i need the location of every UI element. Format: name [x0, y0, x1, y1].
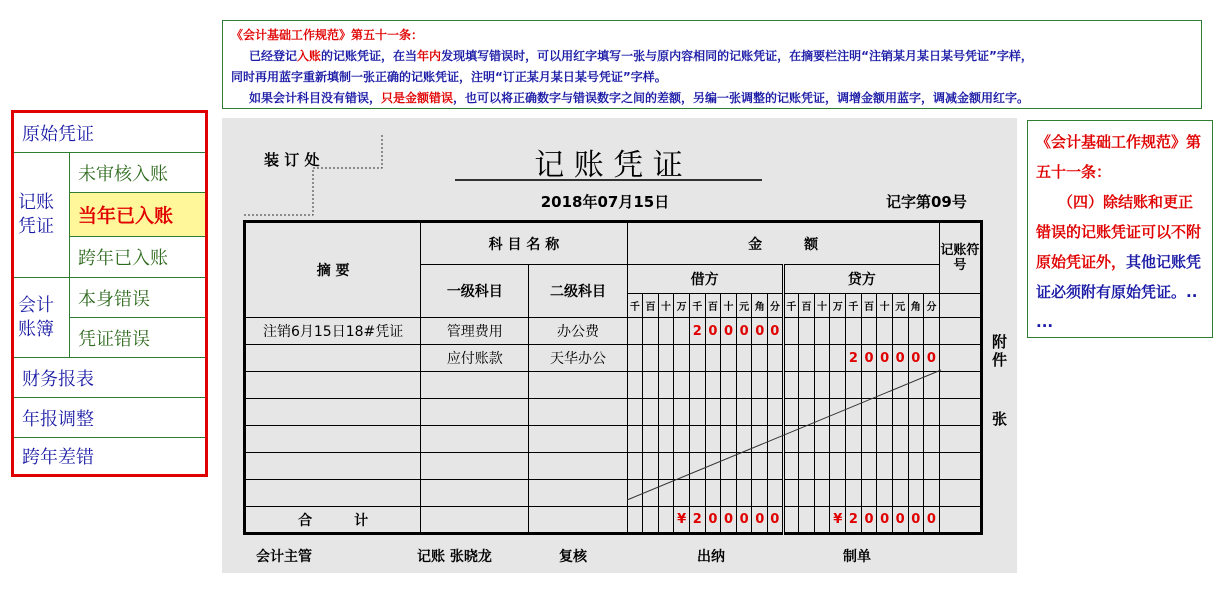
level1-cell: 管理费用	[421, 318, 529, 345]
total-label: 合 计	[245, 507, 421, 534]
debit-digit	[721, 480, 737, 507]
notice-text: 已经登记	[249, 49, 298, 63]
total-debit-digit	[627, 507, 643, 534]
level2-cell	[529, 453, 627, 480]
table-row	[245, 345, 982, 372]
credit-digit	[861, 399, 877, 426]
notice-text: ，也可以将正确数字与错误数字之间的差额，另编一张调整的记账凭证，调增金额用蓝字，调减金额用红字。	[453, 91, 1030, 105]
table-row	[245, 453, 982, 480]
mark-cell	[939, 426, 981, 453]
notice-text: 的记账凭证，在当	[321, 49, 418, 63]
credit-digit	[924, 399, 940, 426]
credit-digit	[799, 399, 815, 426]
total-debit-digit: ¥	[674, 507, 690, 534]
debit-digit	[752, 480, 768, 507]
credit-digit	[861, 480, 877, 507]
credit-digit	[846, 399, 862, 426]
credit-digit	[877, 480, 893, 507]
debit-digit	[768, 453, 784, 480]
notice-highlight: 入账	[297, 49, 322, 63]
debit-digit	[752, 399, 768, 426]
debit-digit	[705, 399, 721, 426]
level2-cell	[529, 507, 627, 534]
debit-digit	[643, 372, 659, 399]
credit-digit	[908, 399, 924, 426]
summary-cell: 注销6月15日18#凭证	[245, 318, 421, 345]
debit-digit	[658, 480, 674, 507]
debit-digit	[643, 480, 659, 507]
header-credit: 贷方	[783, 265, 939, 294]
debit-digit	[705, 345, 721, 372]
header-account: 科 目 名 称	[421, 222, 627, 265]
debit-digit	[736, 399, 752, 426]
credit-digit	[892, 426, 908, 453]
credit-digit	[908, 318, 924, 345]
debit-digit	[689, 345, 705, 372]
debit-digit: 0	[768, 318, 784, 345]
credit-digit	[783, 426, 799, 453]
debit-digit	[736, 426, 752, 453]
credit-digit	[799, 480, 815, 507]
credit-digit	[892, 453, 908, 480]
credit-digit	[783, 399, 799, 426]
credit-digit	[814, 480, 830, 507]
total-credit-digit: 2	[846, 507, 862, 534]
debit-digit	[658, 372, 674, 399]
digit-unit-label: 千	[846, 294, 862, 318]
rule-title: 《会计基础工作规范》第五十一条：	[1036, 133, 1202, 181]
sign-bookkeeper: 记账 张晓龙	[417, 549, 492, 565]
debit-digit	[674, 426, 690, 453]
debit-digit	[689, 480, 705, 507]
level2-cell: 办公费	[529, 318, 627, 345]
credit-digit	[877, 372, 893, 399]
digit-unit-label: 十	[721, 294, 737, 318]
group-label: 记账凭证	[18, 192, 54, 237]
header-amount: 金 额	[627, 222, 939, 265]
credit-digit	[924, 480, 940, 507]
credit-digit	[861, 372, 877, 399]
debit-digit	[768, 426, 784, 453]
credit-digit: 0	[892, 345, 908, 372]
digit-unit-label: 分	[924, 294, 940, 318]
credit-digit	[846, 480, 862, 507]
credit-digit	[924, 372, 940, 399]
credit-digit: 2	[846, 345, 862, 372]
notice-text: 同时再用蓝字重新填制一张正确的记账凭证，注明“订正某月某日某号凭证”字样。	[231, 70, 667, 84]
debit-digit	[705, 453, 721, 480]
total-debit-digit	[658, 507, 674, 534]
attachment-label: 附件	[992, 333, 1008, 369]
credit-digit	[814, 345, 830, 372]
debit-digit	[627, 399, 643, 426]
debit-digit	[768, 399, 784, 426]
table-row	[245, 480, 982, 507]
credit-digit	[830, 372, 846, 399]
debit-digit	[752, 372, 768, 399]
level2-cell	[529, 372, 627, 399]
voucher-number: 记字第09号	[886, 193, 967, 211]
credit-digit	[892, 399, 908, 426]
debit-digit	[705, 480, 721, 507]
credit-digit	[846, 453, 862, 480]
total-credit-digit: 0	[892, 507, 908, 534]
debit-digit: 2	[689, 318, 705, 345]
level2-cell	[529, 426, 627, 453]
group-label: 会计账簿	[18, 294, 54, 340]
binding-dashed-line	[243, 135, 382, 215]
credit-digit	[783, 345, 799, 372]
rule-red-text: （四）除结账和更正错误的记账凭证可以不附原始凭证外，	[1036, 193, 1202, 271]
digit-unit-label: 千	[689, 294, 705, 318]
nav-cross-year[interactable]: 跨年已入账	[70, 237, 205, 278]
debit-digit	[721, 426, 737, 453]
credit-digit	[877, 453, 893, 480]
debit-digit	[736, 345, 752, 372]
credit-digit	[877, 318, 893, 345]
level1-cell	[421, 399, 529, 426]
credit-digit	[924, 318, 940, 345]
total-debit-digit: 0	[721, 507, 737, 534]
debit-digit	[721, 372, 737, 399]
debit-digit	[721, 453, 737, 480]
debit-digit	[627, 426, 643, 453]
voucher-title: 记 账 凭 证	[534, 148, 683, 183]
level1-cell: 应付账款	[421, 345, 529, 372]
debit-digit	[705, 372, 721, 399]
credit-digit	[814, 453, 830, 480]
debit-digit	[705, 426, 721, 453]
credit-digit	[814, 399, 830, 426]
mark-cell	[939, 399, 981, 426]
digit-unit-label: 元	[892, 294, 908, 318]
notice-title: 《会计基础工作规范》第五十一条：	[231, 28, 424, 42]
digit-unit-label: 十	[814, 294, 830, 318]
header-mark: 记账符号	[939, 222, 981, 294]
debit-digit	[752, 345, 768, 372]
debit-digit: 0	[752, 318, 768, 345]
digit-unit-label: 百	[861, 294, 877, 318]
credit-digit	[830, 345, 846, 372]
credit-digit	[830, 453, 846, 480]
digit-unit-label: 十	[877, 294, 893, 318]
total-credit-digit: 0	[924, 507, 940, 534]
credit-digit	[908, 480, 924, 507]
level1-cell	[421, 480, 529, 507]
credit-digit	[814, 426, 830, 453]
debit-digit: 0	[705, 318, 721, 345]
credit-digit	[861, 318, 877, 345]
debit-digit	[721, 399, 737, 426]
notice-highlight: 只是金额错误	[381, 91, 454, 105]
debit-digit	[643, 399, 659, 426]
debit-digit	[689, 453, 705, 480]
debit-digit	[627, 372, 643, 399]
total-debit-digit: 0	[736, 507, 752, 534]
nav-current-year-active[interactable]: 当年已入账	[70, 193, 205, 237]
notice-highlight: 年内	[417, 49, 442, 63]
debit-digit	[674, 318, 690, 345]
digit-unit-label: 千	[783, 294, 799, 318]
table-row	[245, 318, 982, 345]
rule-blue-text: 其他记账凭证必须附有原始凭证。.. ...	[1036, 253, 1202, 331]
debit-digit	[658, 453, 674, 480]
notice-text: 如果会计科目没有错误，	[249, 91, 382, 105]
credit-digit	[908, 453, 924, 480]
credit-digit	[924, 453, 940, 480]
credit-digit: 0	[877, 345, 893, 372]
debit-digit	[643, 453, 659, 480]
mark-cell	[939, 372, 981, 399]
total-debit-digit	[643, 507, 659, 534]
debit-digit	[768, 345, 784, 372]
mark-cell	[939, 318, 981, 345]
credit-digit: 0	[908, 345, 924, 372]
digit-unit-label: 千	[627, 294, 643, 318]
header-debit: 借方	[627, 265, 783, 294]
level1-cell	[421, 507, 529, 534]
credit-digit	[830, 399, 846, 426]
debit-digit	[658, 426, 674, 453]
header-level2: 二级科目	[529, 265, 627, 318]
debit-digit	[643, 426, 659, 453]
credit-digit	[799, 426, 815, 453]
level2-cell	[529, 480, 627, 507]
total-row	[245, 507, 982, 534]
digit-unit-label: 百	[643, 294, 659, 318]
debit-digit	[674, 480, 690, 507]
credit-digit	[877, 426, 893, 453]
rule-box	[1027, 120, 1213, 338]
summary-cell	[245, 399, 421, 426]
total-credit-digit	[783, 507, 799, 534]
attachment-unit: 张	[992, 410, 1008, 428]
table-row	[245, 372, 982, 399]
debit-digit	[627, 453, 643, 480]
credit-digit	[908, 426, 924, 453]
digit-unit-label: 万	[674, 294, 690, 318]
voucher-date: 2018年07月15日	[540, 193, 670, 211]
sign-maker: 制单	[843, 549, 871, 565]
credit-digit: 0	[924, 345, 940, 372]
notice-text: 发现填写错误时，可以用红字填写一张与原内容相同的记账凭证，在摘要栏注明“注销某月某日某号凭证”字样，	[441, 49, 1033, 63]
mark-cell	[939, 507, 981, 534]
digit-unit-label: 百	[799, 294, 815, 318]
credit-digit	[814, 318, 830, 345]
debit-digit	[689, 399, 705, 426]
total-credit-digit	[814, 507, 830, 534]
digit-unit-label: 百	[705, 294, 721, 318]
credit-digit	[861, 426, 877, 453]
digit-unit-label: 角	[908, 294, 924, 318]
debit-digit	[768, 480, 784, 507]
nav-annual-adjust[interactable]: 年报调整	[14, 398, 205, 438]
level1-cell	[421, 453, 529, 480]
summary-cell	[245, 345, 421, 372]
debit-digit: 0	[736, 318, 752, 345]
total-credit-digit	[799, 507, 815, 534]
debit-digit	[658, 318, 674, 345]
table-row	[245, 399, 982, 426]
credit-digit	[799, 453, 815, 480]
credit-digit	[830, 480, 846, 507]
credit-digit	[924, 426, 940, 453]
header-level1: 一级科目	[421, 265, 529, 318]
mark-cell	[939, 345, 981, 372]
mark-cell	[939, 480, 981, 507]
nav-cross-year-error[interactable]: 跨年差错	[22, 447, 94, 468]
credit-digit	[846, 372, 862, 399]
summary-cell	[245, 372, 421, 399]
mark-cell	[939, 294, 981, 318]
digit-unit-label: 角	[752, 294, 768, 318]
total-credit-digit: ¥	[830, 507, 846, 534]
total-debit-digit: 0	[752, 507, 768, 534]
nav-self-error[interactable]: 本身错误	[70, 278, 205, 318]
sign-review: 复核	[559, 549, 587, 565]
table-row	[245, 426, 982, 453]
credit-digit	[892, 318, 908, 345]
credit-digit	[846, 426, 862, 453]
digit-unit-label: 分	[768, 294, 784, 318]
debit-digit	[643, 318, 659, 345]
level2-cell	[529, 399, 627, 426]
credit-digit	[830, 426, 846, 453]
summary-cell	[245, 480, 421, 507]
nav-unaudited[interactable]: 未审核入账	[70, 153, 205, 193]
debit-digit	[674, 372, 690, 399]
digit-unit-label: 元	[736, 294, 752, 318]
sign-cashier: 出纳	[697, 549, 725, 565]
credit-digit	[783, 372, 799, 399]
debit-digit	[721, 345, 737, 372]
credit-digit	[783, 318, 799, 345]
debit-digit	[736, 372, 752, 399]
credit-digit	[799, 372, 815, 399]
total-debit-digit: 2	[689, 507, 705, 534]
debit-digit	[752, 453, 768, 480]
debit-digit	[752, 426, 768, 453]
nav-voucher-error[interactable]: 凭证错误	[70, 318, 205, 358]
nav-statements[interactable]: 财务报表	[14, 358, 205, 398]
header-summary: 摘 要	[245, 222, 421, 318]
total-debit-digit: 0	[705, 507, 721, 534]
credit-digit	[861, 453, 877, 480]
digit-unit-label: 十	[658, 294, 674, 318]
debit-digit	[674, 453, 690, 480]
level1-cell	[421, 372, 529, 399]
debit-digit	[627, 480, 643, 507]
credit-digit	[908, 372, 924, 399]
summary-cell	[245, 426, 421, 453]
sign-supervisor: 会计主管	[256, 549, 312, 565]
debit-digit	[643, 345, 659, 372]
credit-digit	[799, 318, 815, 345]
debit-digit	[627, 345, 643, 372]
credit-digit: 0	[861, 345, 877, 372]
level1-cell	[421, 426, 529, 453]
credit-digit	[892, 372, 908, 399]
digit-unit-label: 万	[830, 294, 846, 318]
total-debit-digit: 0	[768, 507, 784, 534]
binding-label: 装 订 处	[264, 151, 320, 169]
debit-digit	[674, 399, 690, 426]
credit-digit	[877, 399, 893, 426]
debit-digit	[689, 426, 705, 453]
credit-digit	[846, 318, 862, 345]
debit-digit	[689, 372, 705, 399]
debit-digit	[674, 345, 690, 372]
nav-original-voucher[interactable]: 原始凭证	[14, 113, 205, 153]
debit-digit	[768, 372, 784, 399]
credit-digit	[814, 372, 830, 399]
debit-digit: 0	[721, 318, 737, 345]
summary-cell	[245, 453, 421, 480]
debit-digit	[658, 345, 674, 372]
credit-digit	[892, 480, 908, 507]
credit-digit	[830, 318, 846, 345]
voucher-table	[243, 220, 983, 535]
debit-digit	[627, 318, 643, 345]
credit-digit	[783, 453, 799, 480]
total-credit-digit: 0	[877, 507, 893, 534]
debit-digit	[736, 480, 752, 507]
debit-digit	[736, 453, 752, 480]
credit-digit	[799, 345, 815, 372]
total-credit-digit: 0	[861, 507, 877, 534]
debit-digit	[658, 399, 674, 426]
total-credit-digit: 0	[908, 507, 924, 534]
level2-cell: 天华办公	[529, 345, 627, 372]
credit-digit	[783, 480, 799, 507]
mark-cell	[939, 453, 981, 480]
